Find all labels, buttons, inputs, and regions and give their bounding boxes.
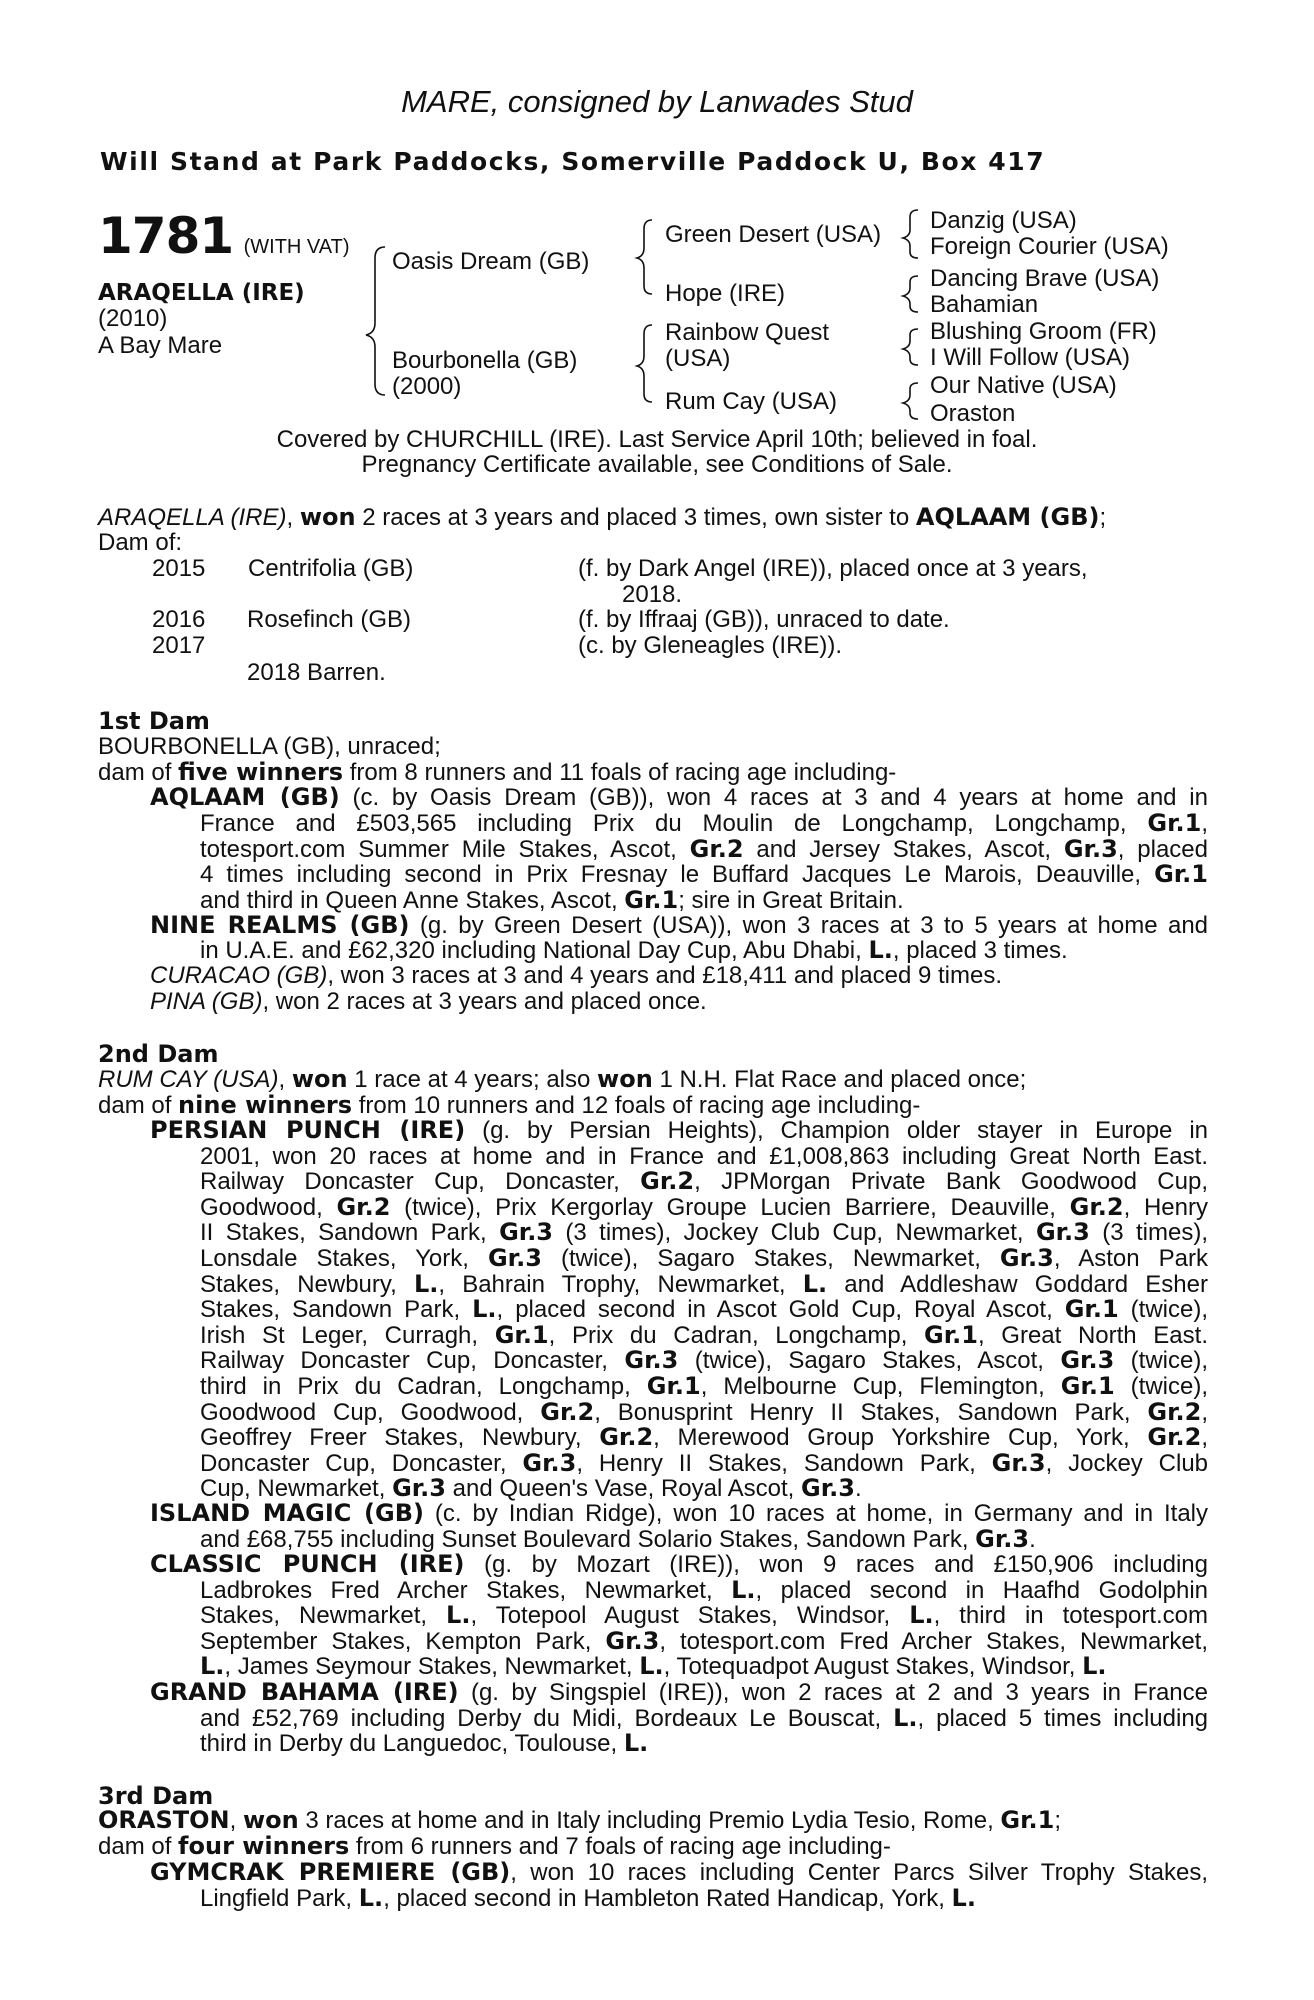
persian-punch-entry: PERSIAN PUNCH (IRE) (g. by Persian Heights), Champion older stayer in Europe in <box>150 1116 1209 1144</box>
horse-name: ARAQELLA (IRE) <box>98 280 305 306</box>
grand-8: Oraston <box>930 400 1016 427</box>
dam-sire-line2: (USA) <box>665 345 731 372</box>
aqlaam-entry-cont: France and £503,565 including Prix du Moulin de Longchamp, Longchamp, Gr.1, totesport.com Summer Mile Stakes, Ascot, Gr.2 and Jersey Stakes, Ascot, Gr.3, placed 4 times including second in Prix Fresnay le Buffard Jacques Le Marois, Deauville, Gr.1 and third in Queen Anne Stakes, Ascot, Gr.1; sire in Great Britain. <box>200 809 1208 914</box>
grand-5: Blushing Groom (FR) <box>930 318 1157 345</box>
dam-year: (2000) <box>392 373 462 400</box>
sire: Oasis Dream (GB) <box>392 248 590 275</box>
curacao-entry: CURACAO (GB), won 3 races at 3 and 4 years and £18,411 and placed 9 times. PINA (GB), won 2 races at 3 years and placed once. <box>150 962 1003 1015</box>
covered-line-1: Covered by CHURCHILL (IRE). Last Service April 10th; believed in foal. <box>276 426 1038 453</box>
produce-year: 2015 <box>152 555 206 582</box>
grand-bahama-entry: GRAND BAHAMA (IRE) (g. by Singspiel (IRE)), won 2 races at 2 and 3 years in France <box>150 1678 1208 1706</box>
classic-punch-cont: Ladbrokes Fred Archer Stakes, Newmarket, L., placed second in Haafhd Godolphin Stakes, Newmarket, L., Totepool August Stakes, Windsor, L., third in totesport.com September Stakes, Kempton Park, Gr.3, totesport.com Fred Archer Stakes, Newmarket, L., James Seymour Stakes, Newmarket, L., Totequadpot August Stakes, Windsor, L. <box>200 1575 1209 1681</box>
lot-number: 1781 <box>98 207 234 265</box>
produce-detail: (c. by Gleneagles (IRE)). <box>578 632 843 659</box>
brace-g4 <box>903 383 918 419</box>
produce-detail: (f. by Iffraaj (GB)), unraced to date. <box>578 606 950 633</box>
produce-year: 2016 <box>152 606 206 633</box>
aqlaam-name: AQLAAM (GB) <box>150 783 340 811</box>
intro-horse: ARAQELLA (IRE) <box>98 504 287 531</box>
aqlaam-entry: AQLAAM (GB) (c. by Oasis Dream (GB)), won 4 races at 3 and 4 years at home and in <box>150 783 1208 811</box>
sire-dam: Hope (IRE) <box>665 280 786 307</box>
horse-description: A Bay Mare <box>98 332 223 359</box>
grand-7: Our Native (USA) <box>930 372 1117 399</box>
dam-dam: Rum Cay (USA) <box>665 388 838 415</box>
second-dam-block: RUM CAY (USA), won 1 race at 4 years; also won 1 N.H. Flat Race and placed once; dam of nine winners from 10 runners and 12 foals of racing age including- <box>98 1065 1027 1119</box>
grand-bahama-name: GRAND BAHAMA (IRE) <box>150 1678 459 1706</box>
pregnancy-line: Pregnancy Certificate available, see Conditions of Sale. <box>361 451 953 478</box>
produce-detail-2: 2018. <box>622 581 683 608</box>
vat-label: (WITH VAT) <box>243 236 350 258</box>
intro-line: ARAQELLA (IRE), won 2 races at 3 years and placed 3 times, own sister to AQLAAM (GB); <box>98 503 1107 531</box>
third-dam-heading: 3rd Dam <box>98 1782 214 1810</box>
island-magic-name: ISLAND MAGIC (GB) <box>150 1499 424 1527</box>
dam-of-label: Dam of: <box>98 529 183 556</box>
brace-main <box>366 247 385 395</box>
first-dam-block: BOURBONELLA (GB), unraced; dam of five winners from 8 runners and 11 foals of racing age including- <box>98 733 897 786</box>
brace-g3 <box>903 329 918 365</box>
third-dam-block: ORASTON, won 3 races at home and in Italy including Premio Lydia Tesio, Rome, Gr.1; dam of four winners from 6 runners and 7 foals of racing age including- <box>98 1806 1062 1860</box>
island-magic-cont: and £68,755 including Sunset Boulevard Solario Stakes, Sandown Park, Gr.3. <box>200 1524 1036 1553</box>
grand-2: Foreign Courier (USA) <box>930 233 1169 260</box>
persian-punch-name: PERSIAN PUNCH (IRE) <box>150 1116 466 1144</box>
intro-text: 2 races at 3 years and placed 3 times, own sister to <box>355 504 916 531</box>
island-magic-entry: ISLAND MAGIC (GB) (c. by Indian Ridge), won 10 races at home, in Germany and in Italy <box>150 1499 1209 1527</box>
brace-g2 <box>903 276 918 312</box>
gymcrak-cont: Lingfield Park, L., placed second in Hambleton Rated Handicap, York, L. <box>200 1883 976 1912</box>
nine-realms-entry: NINE REALMS (GB) (g. by Green Desert (USA)), won 3 races at 3 to 5 years at home and <box>150 911 1209 939</box>
sire-sire: Green Desert (USA) <box>665 221 882 248</box>
pedigree-braces <box>0 0 1314 440</box>
nine-realms-name: NINE REALMS (GB) <box>150 911 410 939</box>
grand-4: Bahamian <box>930 291 1039 318</box>
horse-year: (2010) <box>98 305 168 332</box>
dam: Bourbonella (GB) <box>392 347 578 374</box>
intro-won: won <box>299 503 356 531</box>
brace-sire <box>637 220 652 294</box>
second-dam-heading: 2nd Dam <box>98 1040 219 1068</box>
produce-name: Rosefinch (GB) <box>247 606 412 633</box>
dam-sire-line1: Rainbow Quest <box>665 319 830 346</box>
grand-3: Dancing Brave (USA) <box>930 265 1160 292</box>
grand-1: Danzig (USA) <box>930 207 1077 234</box>
page-title: MARE, consigned by Lanwades Stud <box>401 84 913 119</box>
barren-line: 2018 Barren. <box>247 659 386 686</box>
classic-punch-entry: CLASSIC PUNCH (IRE) (g. by Mozart (IRE)), won 9 races and £150,906 including <box>150 1550 1208 1578</box>
brace-g1 <box>903 210 918 258</box>
intro-sister: AQLAAM (GB) <box>915 503 1100 531</box>
gymcrak-name: GYMCRAK PREMIERE (GB) <box>150 1858 511 1886</box>
persian-punch-cont: 2001, won 20 races at home and in France and £1,008,863 including Great North East. Railway Doncaster Cup, Doncaster, Gr.2, JPMorgan Private Bank Goodwood Cup, Goodwood, Gr.2 (twice), Prix Kergorlay Groupe Lucien Barriere, Deauville, Gr.2, Henry II Stakes, Sandown Park, Gr.3 (3 times), Jockey Club Cup, Newmarket, Gr.3 (3 times), Lonsdale Stakes, York, Gr.3 (twice), Sagaro Stakes, Newmarket, Gr.3, Aston Park Stakes, Newbury, L., Bahrain Trophy, Newmarket, L. and Addleshaw Goddard Esher Stakes, Sandown Park, L., placed second in Ascot Gold Cup, Royal Ascot, Gr.1 (twice), Irish St Leger, Curragh, Gr.1, Prix du Cadran, Longchamp, Gr.1, Great North East. Railway Doncaster Cup, Doncaster, Gr.3 (twice), Sagaro Stakes, Ascot, Gr.3 (twice), third in Prix du Cadran, Longchamp, Gr.1, Melbourne Cup, Flemington, Gr.1 (twice), Goodwood Cup, Goodwood, Gr.2, Bonusprint Henry II Stakes, Sandown Park, Gr.2, Geoffrey Freer Stakes, Newbury, Gr.2, Merewood Group Yorkshire Cup, York, Gr.2, Doncaster Cup, Doncaster, Gr.3, Henry II Stakes, Sandown Park, Gr.3, Jockey Club Cup, Newmarket, Gr.3 and Queen's Vase, Royal Ascot, Gr.3. <box>200 1142 1209 1503</box>
produce-name: Centrifolia (GB) <box>248 555 414 582</box>
gymcrak-entry: GYMCRAK PREMIERE (GB), won 10 races including Center Parcs Silver Trophy Stakes, <box>150 1858 1208 1886</box>
grand-6: I Will Follow (USA) <box>930 344 1131 371</box>
produce-detail: (f. by Dark Angel (IRE)), placed once at 3 years, <box>578 555 1088 582</box>
nine-realms-cont: in U.A.E. and £62,320 including National Day Cup, Abu Dhabi, L., placed 3 times. <box>200 936 1068 964</box>
classic-punch-name: CLASSIC PUNCH (IRE) <box>150 1550 465 1578</box>
grand-bahama-cont: and £52,769 including Derby du Midi, Bordeaux Le Bouscat, L., placed 5 times including third in Derby du Languedoc, Toulouse, L. <box>200 1703 1209 1758</box>
brace-dam <box>637 325 652 402</box>
first-dam-heading: 1st Dam <box>98 707 210 735</box>
produce-year: 2017 <box>152 632 206 659</box>
location-line: Will Stand at Park Paddocks, Somerville Paddock U, Box 417 <box>100 147 1046 176</box>
